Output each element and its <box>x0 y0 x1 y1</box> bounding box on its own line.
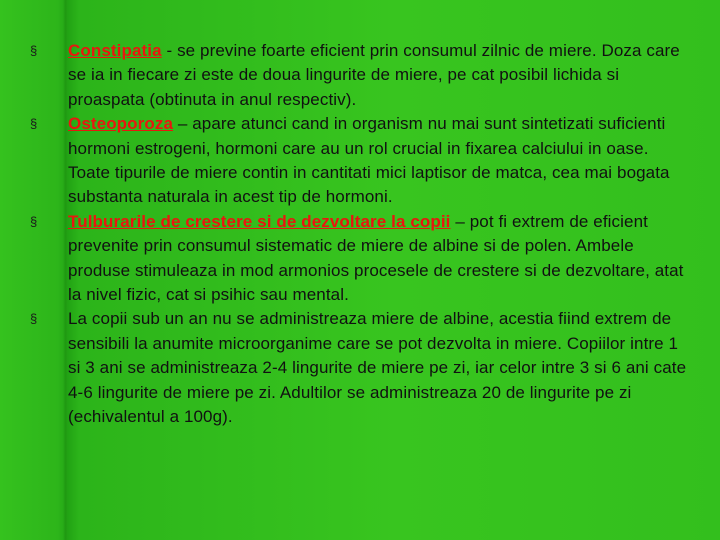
item-text: - se previne foarte eficient prin consumul zilnic de miere. Doza care se ia in fiecare zi este de doua lingurite de miere, pe cat posibil lichida si proaspata (obtinuta in anul respectiv). <box>68 41 680 109</box>
term-constipatia: Constipatia <box>68 41 162 60</box>
list-item-tulburari <box>28 210 688 308</box>
list-item-osteoporoza <box>28 112 688 210</box>
term-tulburari: Tulburarile de crestere si de dezvoltare la copii <box>68 211 451 231</box>
list-item-constipatia <box>28 39 688 112</box>
bullet-list <box>28 39 688 430</box>
bullet-square-icon: § <box>30 43 38 58</box>
bullet-square-icon: § <box>30 311 38 327</box>
bullet-square-icon: § <box>30 116 38 132</box>
list-item-dozaj-copii <box>28 307 688 429</box>
term-osteoporoza: Osteoporoza <box>68 114 174 134</box>
bullet-square-icon: § <box>30 213 38 229</box>
item-text: – pot fi extrem de eficient prevenite prin consumul sistematic de miere de albine si de polen. Ambele produse stimuleaza in mod armonios procesele de crestere si de dezvoltare, atat la nivel fizic, cat si psihic sau mental. <box>68 211 684 305</box>
item-text: La copii sub un an nu se administreaza miere de albine, acestia fiind extrem de sensibili la anumite microorganime care se pot dezvolta in miere. Copiilor intre 1 si 3 ani se administreaza 2-4 lingurite de miere pe zi, iar celor intre 3 si 6 ani cate 4-6 lingurite de miere pe zi. Adultilor se administreaza 20 de lingurite pe zi (echivalentul a 100g). <box>68 309 687 427</box>
item-text: – apare atunci cand in organism nu mai sunt sintetizati suficienti hormoni estrogeni, hormoni care au un rol crucial in fixarea calciului in oase. Toate tipurile de miere contin in cantitati mici laptisor de matca, cea mai bogata substanta naturala in acest tip de hormoni. <box>68 114 670 207</box>
